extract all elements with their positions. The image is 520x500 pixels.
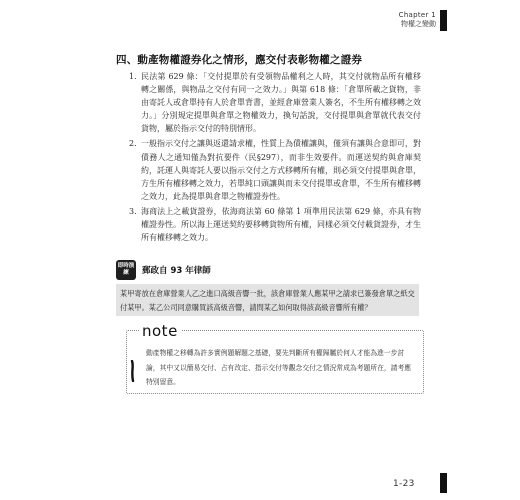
page-number: 1-23: [393, 479, 415, 489]
item-text: 海商法上之載貨證券，依海商法第 60 條第 1 項準用民法第 629 條，亦具有物權證券性。所以海上運送契約要移轉貨物所有權，同樣必須交付載貨證券，才生所有權移轉之效力。: [141, 206, 421, 243]
chapter-header: [399, 11, 436, 29]
exam-banner: [116, 260, 211, 280]
section-title: 四、動產物權證券化之情形，應交付表彰物權之證券: [116, 54, 363, 66]
list-item: [131, 205, 421, 244]
pen-stroke-icon: [130, 360, 135, 382]
exam-question: 某甲寄放在倉庫營業人乙之進口高級音響一批，該倉庫營業人應某甲之請求已簽發倉單之紙交付某甲。某乙公司同意購買該高級音響，請問某乙如何取得該高級音響所有權？: [116, 284, 419, 316]
footer-tab-marker: [440, 473, 447, 493]
numbered-list: [131, 70, 421, 246]
exam-badge: 即時演練: [116, 260, 136, 280]
list-item: [131, 137, 421, 202]
note-label: note: [139, 322, 181, 340]
list-item: [131, 70, 421, 135]
note-text: 動產物權之移轉為許多實例題解題之基礎，要先判斷所有權歸屬於何人才能為進一步討論，其中又以簡易交付、占有改定、指示交付等觀念交付之情況常成為考題所在，請考應特別留意。: [146, 349, 412, 387]
chapter-label: Chapter 1: [398, 11, 436, 19]
item-number: 3.: [129, 206, 137, 216]
header-tab-marker: [440, 10, 447, 31]
chapter-subtitle: 物權之變動: [401, 20, 436, 28]
exam-title: 郵政自 93 年律師: [142, 266, 211, 276]
item-text: 民法第 629 條：「交付提單於有受領物品權利之人時，其交付就物品所有權移轉之關係，與物品之交付有同一之效力。」與第 618 條：「倉單所載之貨物，非由寄託人或倉單持有人於倉單背書，並經倉庫營業人簽名，不生所有權移轉之效力。」分別規定提單與倉單之物權效力，換句話說，交付提單與倉單就代表交付貨物，屬於指示交付的特別情形。: [141, 72, 421, 134]
item-number: 1.: [129, 72, 137, 81]
item-number: 2.: [129, 139, 137, 149]
item-text: 一般指示交付之讓與返還請求權，性質上為債權讓與，僅須有讓與合意即可，對債務人之通知僅為對抗要件（民§297），而非生效要件。而運送契約與倉庫契約，託運人與寄託人要以指示交付之方式移轉所有權，則必須交付提單與倉單，方生所有權移轉之效力，若單純口頭讓與而未交付提單或倉單，不生所有權移轉之效力，此為提單與倉單之物權證券性。: [141, 139, 421, 201]
